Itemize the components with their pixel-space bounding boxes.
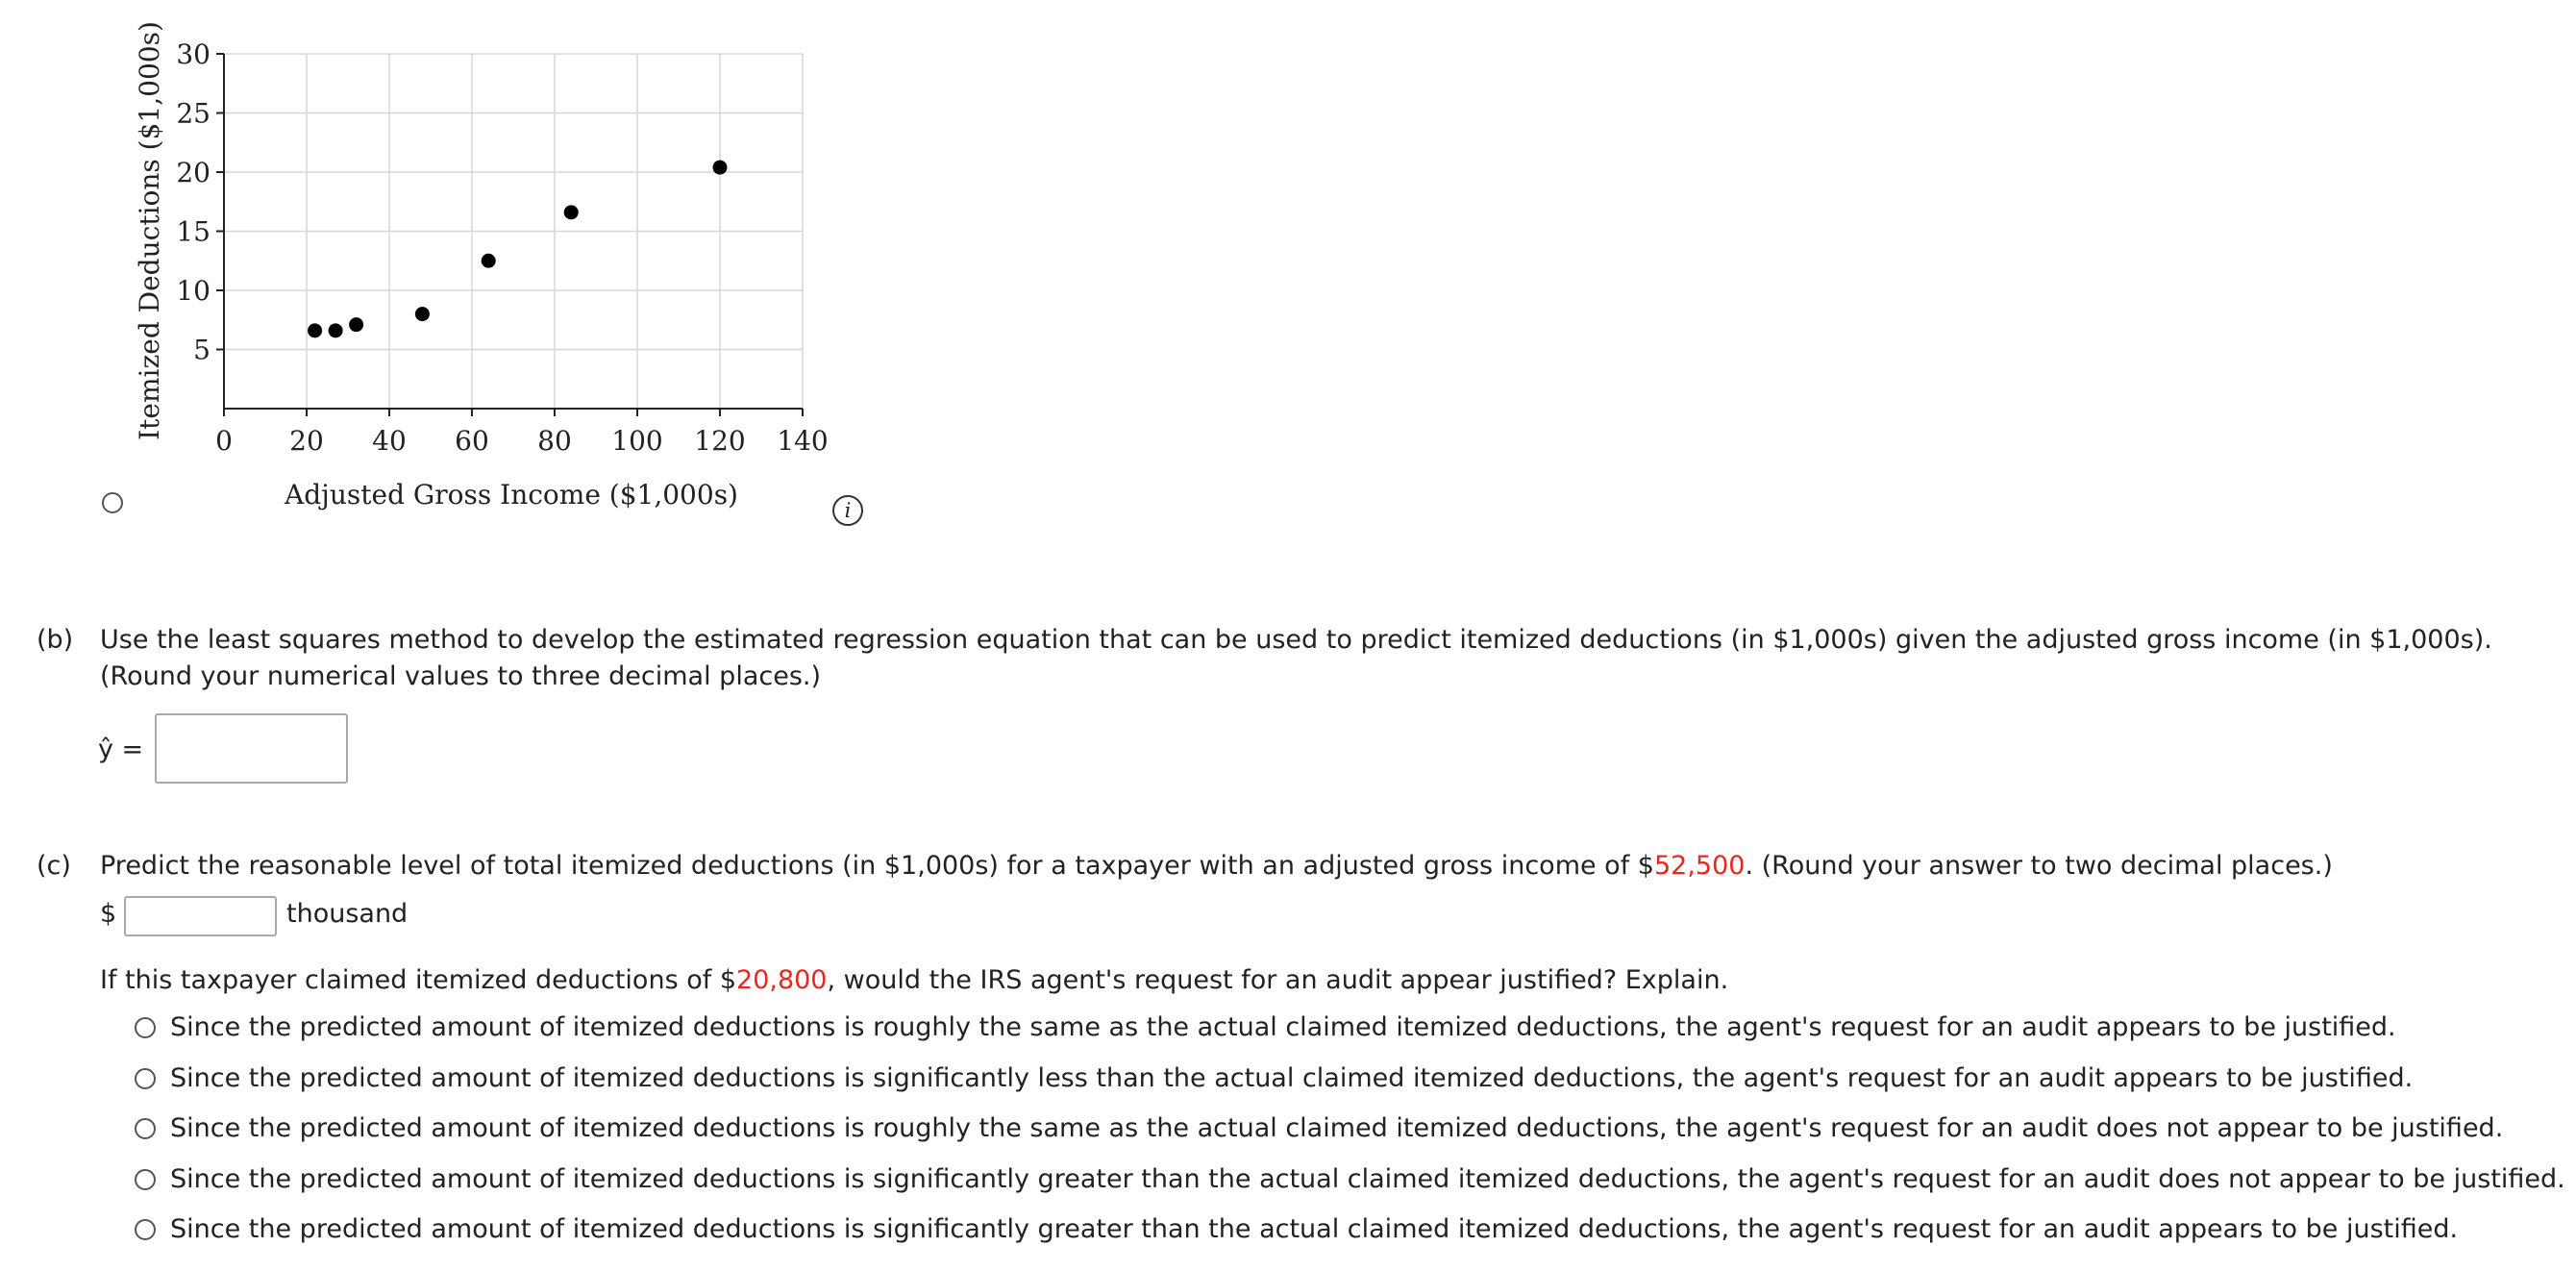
option-text-3[interactable]: Since the predicted amount of itemized deductions is roughly the same as the actual claimed itemized deductions, the agent's request for an audit does not appear to be justified.	[170, 1113, 2504, 1143]
x-tick-label: 40	[372, 425, 407, 457]
option-radio-4[interactable]	[135, 1169, 156, 1190]
followup-pre: If this taxpayer claimed itemized deductions of $	[100, 965, 737, 995]
x-tick-label: 0	[215, 425, 233, 457]
unit-label: thousand	[286, 899, 409, 929]
part-b-label: (b)	[37, 625, 74, 655]
x-tick-label: 100	[611, 425, 663, 457]
currency-symbol: $	[100, 899, 117, 929]
y-tick-label: 5	[193, 334, 211, 366]
y-ticks	[176, 38, 224, 366]
data-point	[564, 205, 579, 219]
followup-question	[100, 962, 1728, 999]
part-c-question-pre: Predict the reasonable level of total itemized deductions (in $1,000s) for a taxpayer with an adjusted gross income of $	[100, 851, 1654, 881]
y-tick-label: 10	[176, 275, 211, 307]
data-point	[713, 161, 728, 175]
x-tick-label: 80	[537, 425, 572, 457]
option-text-1[interactable]: Since the predicted amount of itemized deductions is roughly the same as the actual claimed itemized deductions, the agent's request for an audit appears to be justified.	[170, 1012, 2396, 1042]
y-tick-label: 20	[176, 157, 211, 188]
data-point	[415, 307, 430, 321]
x-tick-label: 140	[777, 425, 829, 457]
y-tick-label: 30	[176, 38, 211, 70]
part-c-question-post: . (Round your answer to two decimal places.)	[1745, 851, 2333, 881]
data-point	[329, 323, 343, 337]
regression-equation-input[interactable]	[155, 713, 348, 784]
option-text-2[interactable]: Since the predicted amount of itemized deductions is significantly less than the actual claimed itemized deductions, the agent's request for an audit appears to be justified.	[170, 1063, 2414, 1093]
option-radio-1[interactable]	[135, 1017, 156, 1038]
part-b-question: Use the least squares method to develop the estimated regression equation that can be used to predict itemized deductions (in $1,000s) given the adjusted gross income (in $1,000s). (Round your numerical values to three decimal places.)	[100, 625, 2492, 691]
x-tick-label: 120	[694, 425, 746, 457]
claimed-deductions-value: 20,800	[736, 965, 828, 995]
option-radio-5[interactable]	[135, 1219, 156, 1240]
info-icon[interactable]: i	[832, 495, 863, 526]
option-radio-2[interactable]	[135, 1068, 156, 1089]
data-point	[482, 254, 496, 268]
y-axis-label: Itemized Deductions ($1,000s)	[134, 21, 165, 440]
data-points	[308, 161, 727, 338]
x-axis-label: Adjusted Gross Income ($1,000s)	[285, 479, 738, 511]
y-tick-label: 25	[176, 97, 211, 130]
x-tick-label: 20	[289, 425, 324, 457]
equation-label: ŷ =	[98, 735, 144, 764]
x-tick-label: 60	[455, 425, 489, 457]
agi-value: 52,500	[1653, 851, 1746, 881]
part-c-question	[100, 848, 2333, 885]
scatter-chart	[0, 0, 865, 538]
y-tick-label: 15	[176, 215, 211, 248]
chart-grid	[224, 54, 803, 409]
option-radio-3[interactable]	[135, 1118, 156, 1139]
predicted-deductions-input[interactable]	[124, 896, 277, 936]
graph-option-radio[interactable]	[102, 492, 123, 513]
part-c-label: (c)	[37, 851, 71, 881]
option-text-4[interactable]: Since the predicted amount of itemized deductions is significantly greater than the actual claimed itemized deductions, the agent's request for an audit does not appear to be justified.	[170, 1164, 2565, 1194]
x-ticks	[215, 409, 829, 457]
data-point	[308, 323, 322, 337]
followup-post: , would the IRS agent's request for an audit appear justified? Explain.	[827, 965, 1729, 995]
data-point	[349, 317, 363, 332]
option-text-5[interactable]: Since the predicted amount of itemized deductions is significantly greater than the actual claimed itemized deductions, the agent's request for an audit appears to be justified.	[170, 1214, 2459, 1244]
